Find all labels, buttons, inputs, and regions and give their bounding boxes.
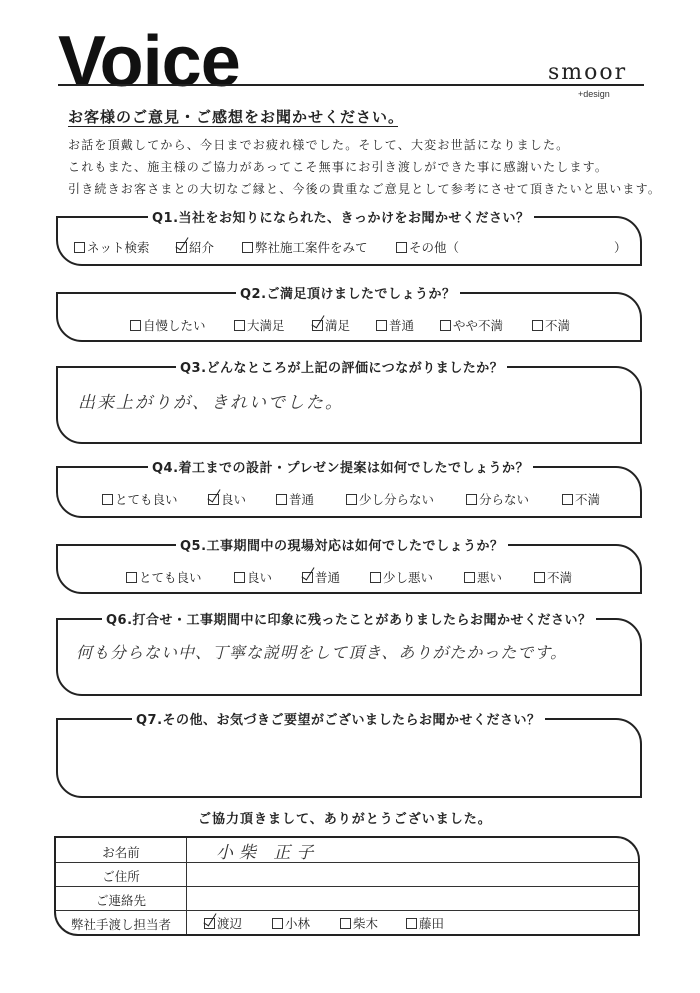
checkbox-icon[interactable]	[346, 494, 357, 505]
checkbox-icon[interactable]	[532, 320, 543, 331]
q4-option[interactable]: 分らない	[466, 490, 529, 508]
table-divider	[56, 910, 638, 911]
checkbox-checked-icon[interactable]	[302, 572, 313, 583]
q4-option[interactable]: 良い	[208, 490, 246, 508]
q4-label: Q4.着工までの設計・プレゼン提案は如何でしたでしょうか？	[148, 457, 533, 476]
q1-option[interactable]: ネット検索	[74, 238, 150, 256]
q4-option[interactable]: 不満	[562, 490, 600, 508]
q3-box	[56, 361, 642, 444]
staff-option[interactable]: 渡辺	[204, 914, 242, 932]
checkbox-icon[interactable]	[340, 918, 351, 929]
staff-label: 弊社手渡し担当者	[70, 917, 171, 932]
brand-logo-sub: +design	[578, 89, 610, 99]
q4-option[interactable]: 少し分らない	[346, 490, 434, 508]
checkbox-icon[interactable]	[466, 494, 477, 505]
address-label: ご住所	[102, 869, 140, 884]
q5-label: Q5.工事期間中の現場対応は如何でしたでしょうか？	[176, 535, 508, 554]
checkbox-checked-icon[interactable]	[204, 918, 215, 929]
q2-option[interactable]: 大満足	[234, 316, 285, 334]
checkbox-icon[interactable]	[376, 320, 387, 331]
checkbox-icon[interactable]	[126, 572, 137, 583]
contact-field[interactable]	[192, 888, 632, 908]
q5-option[interactable]: 良い	[234, 568, 272, 586]
q3-label: Q3.どんなところが上記の評価につながりましたか？	[176, 357, 507, 376]
q7-label: Q7.その他、お気づきご要望がございましたらお聞かせください？	[132, 709, 545, 728]
intro-line: 引き続きお客さまとの大切なご縁と、今後の貴重なご意見として参考にさせて頂きたいと思います。	[68, 182, 662, 196]
q4-box	[56, 461, 642, 518]
table-divider	[56, 862, 638, 863]
checkbox-icon[interactable]	[464, 572, 475, 583]
q4-option[interactable]: 普通	[276, 490, 314, 508]
q2-option[interactable]: 自慢したい	[130, 316, 206, 334]
page-title: Voice	[58, 22, 240, 102]
checkbox-icon[interactable]	[272, 918, 283, 929]
checkbox-icon[interactable]	[276, 494, 287, 505]
name-value[interactable]: 小柴 正子	[216, 843, 320, 863]
brand-logo: smoor	[548, 60, 628, 85]
q1-option[interactable]: 紹介	[176, 238, 214, 256]
q5-option[interactable]: 不満	[534, 568, 572, 586]
checkbox-icon[interactable]	[234, 320, 245, 331]
q7-box	[56, 713, 642, 798]
q1-option[interactable]: 弊社施工案件をみて	[242, 238, 368, 256]
intro-heading-underline	[68, 126, 398, 127]
intro-line: お話を頂戴してから、今日までお疲れ様でした。そして、大変お世話になりました。	[68, 138, 570, 152]
q2-option[interactable]: 満足	[312, 316, 350, 334]
checkbox-checked-icon[interactable]	[312, 320, 323, 331]
checkbox-icon[interactable]	[130, 320, 141, 331]
q4-option[interactable]: とても良い	[102, 490, 178, 508]
staff-option[interactable]: 小林	[272, 914, 310, 932]
checkbox-icon[interactable]	[74, 242, 85, 253]
checkbox-icon[interactable]	[370, 572, 381, 583]
q6-box	[56, 613, 642, 696]
q5-box	[56, 539, 642, 594]
address-field[interactable]	[192, 864, 632, 884]
intro-line: これもまた、施主様のご協力があってこそ無事にお引き渡しができた事に感謝いたします。	[68, 160, 609, 174]
q2-box	[56, 287, 642, 342]
staff-option[interactable]: 柴木	[340, 914, 378, 932]
checkbox-icon[interactable]	[242, 242, 253, 253]
staff-option[interactable]: 藤田	[406, 914, 444, 932]
q2-option[interactable]: やや不満	[440, 316, 503, 334]
name-label: お名前	[102, 845, 140, 860]
q6-answer[interactable]: 何も分らない中、丁寧な説明をして頂き、ありがたかったです。	[76, 643, 568, 662]
q6-label: Q6.打合せ・工事期間中に印象に残ったことがありましたらお聞かせください？	[102, 609, 596, 628]
customer-info-table	[54, 836, 640, 936]
table-divider	[56, 886, 638, 887]
checkbox-icon[interactable]	[534, 572, 545, 583]
q1-box	[56, 211, 642, 266]
q1-label: Q1.当社をお知りになられた、きっかけをお聞かせください？	[148, 207, 534, 226]
contact-label: ご連絡先	[95, 893, 146, 908]
q2-label: Q2.ご満足頂けましたでしょうか？	[236, 283, 460, 302]
q5-option[interactable]: 少し悪い	[370, 568, 433, 586]
checkbox-checked-icon[interactable]	[208, 494, 219, 505]
checkbox-icon[interactable]	[396, 242, 407, 253]
checkbox-icon[interactable]	[406, 918, 417, 929]
checkbox-icon[interactable]	[234, 572, 245, 583]
q5-option[interactable]: 悪い	[464, 568, 502, 586]
q5-option[interactable]: 普通	[302, 568, 340, 586]
checkbox-icon[interactable]	[562, 494, 573, 505]
intro-heading: お客様のご意見・ご感想をお聞かせください。	[68, 108, 405, 126]
q2-option[interactable]: 不満	[532, 316, 570, 334]
checkbox-checked-icon[interactable]	[176, 242, 187, 253]
checkbox-icon[interactable]	[102, 494, 113, 505]
q2-option[interactable]: 普通	[376, 316, 414, 334]
q1-option[interactable]: その他（	[396, 238, 459, 256]
q1-close-paren: ）	[614, 240, 627, 255]
checkbox-icon[interactable]	[440, 320, 451, 331]
q3-answer[interactable]: 出来上がりが、きれいでした。	[78, 393, 344, 413]
thanks-message: ご協力頂きまして、ありがとうございました。	[198, 812, 492, 827]
q5-option[interactable]: とても良い	[126, 568, 202, 586]
